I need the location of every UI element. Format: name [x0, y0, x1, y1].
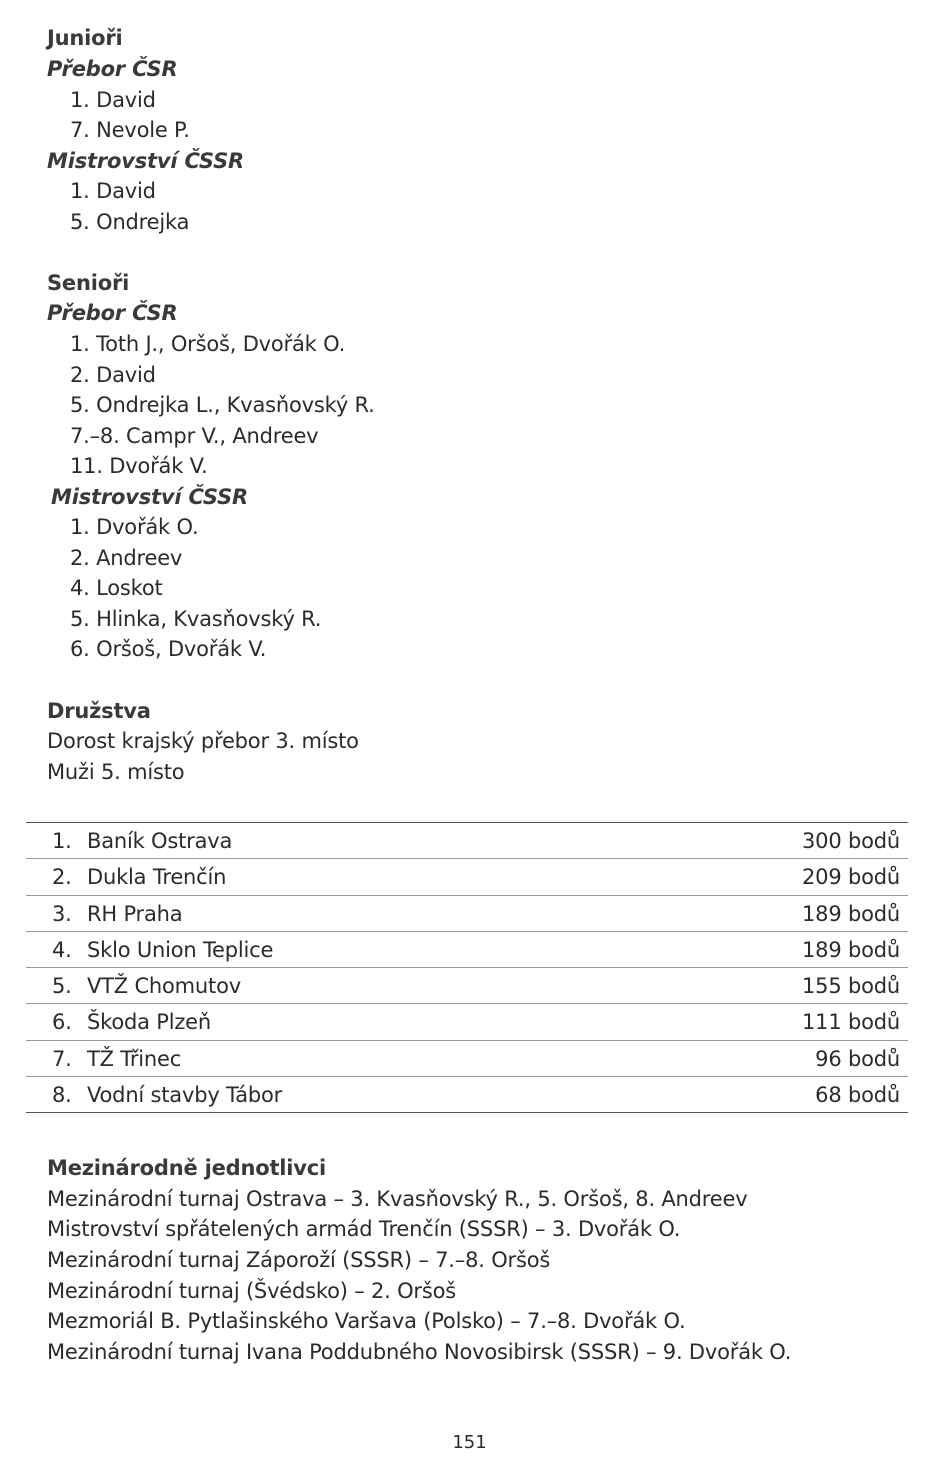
points-cell: 189 bodů: [802, 901, 900, 926]
international-line: Mezmoriál B. Pytlašinského Varšava (Polsko) – 7.–8. Dvořák O.: [47, 1309, 686, 1333]
result-entry: 5. Ondrejka L., Kvasňovský R.: [70, 393, 375, 417]
table-row: [26, 932, 908, 968]
rank-cell: 8.: [52, 1083, 72, 1108]
points-cell: 300 bodů: [802, 829, 900, 853]
seniors-cs-championship-title: Přebor ČSR: [47, 301, 178, 325]
international-heading: Mezinárodně jednotlivci: [47, 1156, 327, 1180]
team-cell: Baník Ostrava: [87, 829, 233, 853]
table-row: [26, 1041, 908, 1077]
result-entry: 1. Toth J., Oršoš, Dvořák O.: [70, 332, 346, 356]
result-entry: 5. Ondrejka: [70, 210, 190, 234]
juniors-cs-championship-title: Přebor ČSR: [47, 57, 178, 81]
teams-heading: Družstva: [47, 699, 151, 723]
international-line: Mistrovství spřátelených armád Trenčín (SSSR) – 3. Dvořák O.: [47, 1217, 681, 1241]
ranking-table: [26, 822, 908, 1113]
teams-line: Dorost krajský přebor 3. místo: [47, 729, 359, 753]
rank-cell: 1.: [52, 829, 72, 853]
team-cell: TŽ Třinec: [87, 1046, 182, 1071]
team-cell: Škoda Plzeň: [87, 1010, 212, 1035]
result-entry: 11. Dvořák V.: [70, 454, 208, 478]
table-row: [26, 823, 908, 859]
rank-cell: 4.: [52, 937, 72, 962]
rank-cell: 5.: [52, 974, 72, 999]
points-cell: 68 bodů: [815, 1083, 900, 1108]
table-row: [26, 859, 908, 895]
international-line: Mezinárodní turnaj Ostrava – 3. Kvasňovský R., 5. Oršoš, 8. Andreev: [47, 1187, 748, 1211]
points-cell: 209 bodů: [802, 865, 900, 890]
result-entry: 1. Dvořák O.: [70, 515, 199, 539]
points-cell: 96 bodů: [815, 1046, 900, 1071]
result-entry: 4. Loskot: [70, 576, 163, 600]
rank-cell: 2.: [52, 865, 72, 890]
table-row: [26, 896, 908, 932]
result-entry: 2. David: [70, 363, 156, 387]
result-entry: 7. Nevole P.: [70, 118, 190, 142]
team-cell: Sklo Union Teplice: [87, 937, 274, 962]
team-cell: Vodní stavby Tábor: [87, 1083, 283, 1108]
international-line: Mezinárodní turnaj (Švédsko) – 2. Oršoš: [47, 1279, 456, 1303]
juniors-heading: Junioři: [47, 26, 123, 50]
result-entry: 6. Oršoš, Dvořák V.: [70, 637, 267, 661]
result-entry: 2. Andreev: [70, 546, 183, 570]
table-row: [26, 1077, 908, 1113]
team-cell: Dukla Trenčín: [87, 865, 227, 890]
result-entry: 7.–8. Campr V., Andreev: [70, 424, 319, 448]
table-row: [26, 1004, 908, 1040]
result-entry: 1. David: [70, 179, 156, 203]
juniors-czechoslovak-championship-title: Mistrovství ČSSR: [47, 149, 244, 173]
seniors-czechoslovak-championship-title: Mistrovství ČSSR: [51, 485, 248, 509]
result-entry: 1. David: [70, 88, 156, 112]
team-cell: VTŽ Chomutov: [87, 974, 241, 999]
teams-line: Muži 5. místo: [47, 760, 185, 784]
rank-cell: 3.: [52, 901, 72, 926]
points-cell: 189 bodů: [802, 937, 900, 962]
seniors-heading: Senioři: [47, 271, 130, 295]
result-entry: 5. Hlinka, Kvasňovský R.: [70, 607, 322, 631]
table-row: [26, 968, 908, 1004]
rank-cell: 7.: [52, 1046, 72, 1071]
page-number: 151: [452, 1432, 487, 1453]
points-cell: 111 bodů: [802, 1010, 900, 1035]
team-cell: RH Praha: [87, 901, 183, 926]
international-line: Mezinárodní turnaj Záporoží (SSSR) – 7.–8. Oršoš: [47, 1248, 551, 1272]
rank-cell: 6.: [52, 1010, 72, 1035]
international-line: Mezinárodní turnaj Ivana Poddubného Novosibirsk (SSSR) – 9. Dvořák O.: [47, 1340, 792, 1364]
points-cell: 155 bodů: [802, 974, 900, 999]
